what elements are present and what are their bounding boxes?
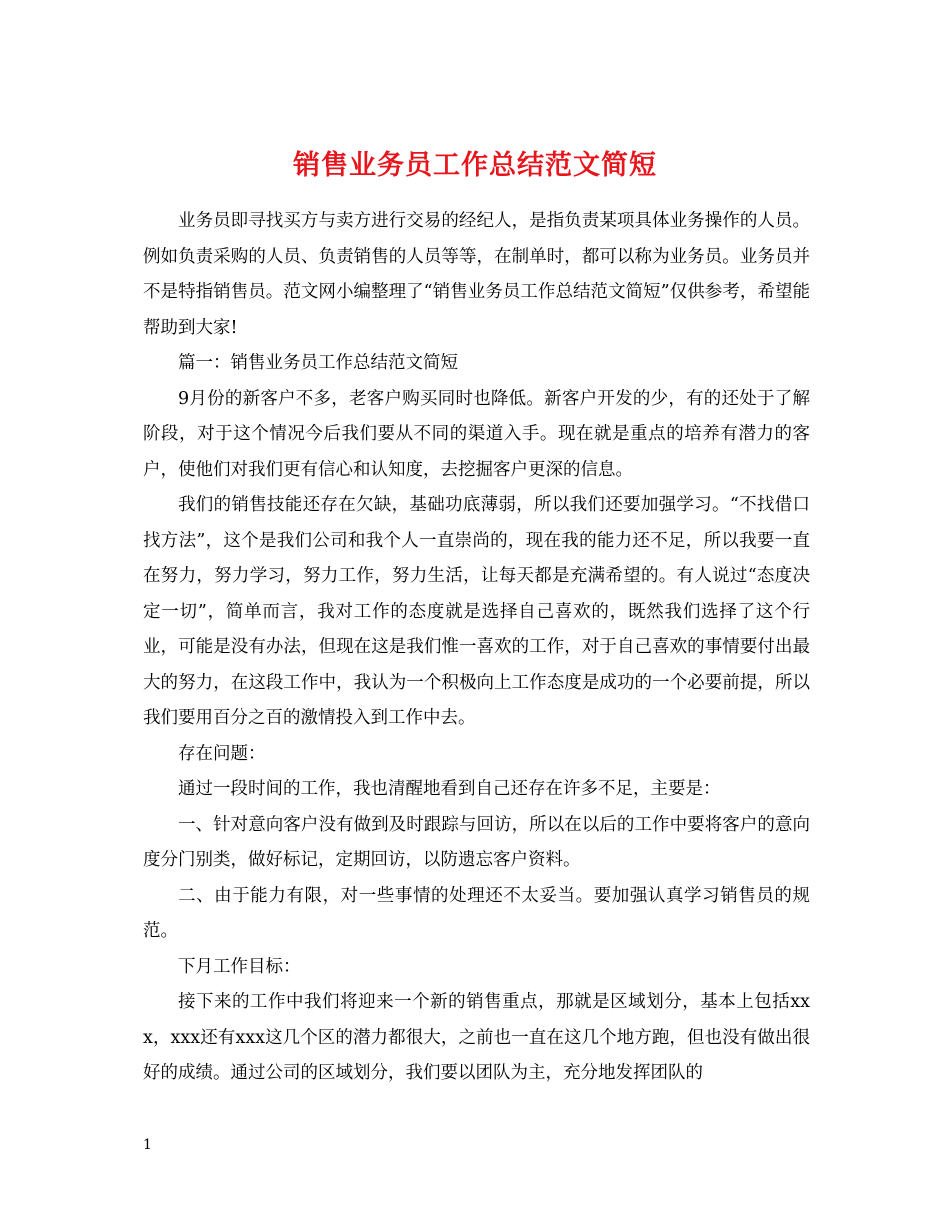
paragraph-new-customers: 9月份的新客户不多，老客户购买同时也降低。新客户开发的少，有的还处于了解阶段，对于这个情况今后我们要从不同的渠道入手。现在就是重点的培养有潜力的客户，使他们对我们更有信心和认知度，去挖掘客户更深的信息。	[143, 388, 810, 480]
paragraph-section-heading: 篇一：销售业务员工作总结范文简短	[178, 353, 458, 373]
paragraph-problems-intro: 通过一段时间的工作，我也清醒地看到自己还存在许多不足，主要是：	[178, 779, 721, 799]
document-body	[143, 204, 810, 1092]
paragraph-problem-one: 一、针对意向客户没有做到及时跟踪与回访，所以在以后的工作中要将客户的意向度分门别类，做好标记，定期回访，以防遗忘客户资料。	[143, 814, 810, 870]
paragraph-goals: 接下来的工作中我们将迎来一个新的销售重点，那就是区域划分，基本上包括xxx，xxx还有xxx这几个区的潜力都很大，之前也一直在这几个地方跑，但也没有做出很好的成绩。通过公司的区域划分，我们要以团队为主，充分地发挥团队的	[143, 992, 810, 1083]
page-number: 1	[143, 1137, 152, 1153]
paragraph-problems-heading: 存在问题：	[178, 743, 266, 764]
paragraph-sales-skills: 我们的销售技能还存在欠缺，基础功底薄弱，所以我们还要加强学习。“不找借口找方法”，这个是我们公司和我个人一直崇尚的，现在我的能力还不足，所以我要一直在努力，努力学习，努力工作，努力生活，让每天都是充满希望的。有人说过“态度决定一切”，简单而言，我对工作的态度就是选择自己喜欢的，既然我们选择了这个行业，可能是没有办法，但现在这是我们惟一喜欢的工作，对于自己喜欢的事情要付出最大的努力，在这段工作中，我认为一个积极向上工作态度是成功的一个必要前提，所以我们要用百分之百的激情投入到工作中去。	[143, 495, 810, 728]
paragraph-intro: 业务员即寻找买方与卖方进行交易的经纪人，是指负责某项具体业务操作的人员。例如负责采购的人员、负责销售的人员等等，在制单时，都可以称为业务员。业务员并不是特指销售员。范文网小编整理了“销售业务员工作总结范文简短”仅供参考，希望能帮助到大家!	[143, 211, 810, 338]
paragraph-problem-two: 二、由于能力有限，对一些事情的处理还不太妥当。要加强认真学习销售员的规范。	[143, 885, 810, 941]
document-title: 销售业务员工作总结范文简短	[293, 150, 657, 182]
paragraph-goals-heading: 下月工作目标：	[178, 956, 301, 977]
